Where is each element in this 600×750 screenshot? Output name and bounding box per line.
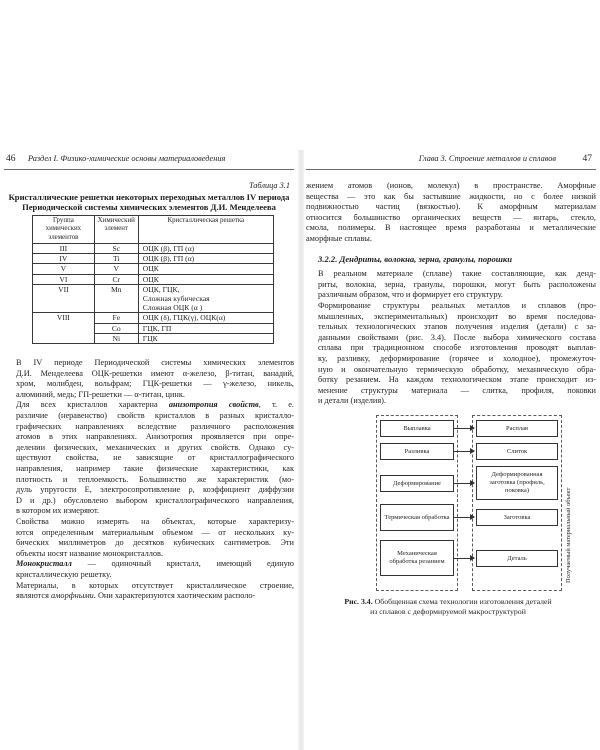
table-title-line: Кристаллические решетки некоторых переходных металлов IV периода [8,192,290,202]
paragraph [306,269,596,301]
table-row [33,284,274,313]
figure-caption-text: из сплавов с деформируемой макроструктурой [370,606,526,616]
arrow-right-icon [454,428,474,429]
table-cell-group: VI [33,274,95,284]
table-cell-group: VII [33,284,95,313]
table-cell-lattice [138,284,273,313]
table-cell-line: ОЦК, ГЦК, [142,284,180,294]
text-line: хром, молибден, вольфрам; ГЦК-решетки — γ-железо, никель, [16,379,294,389]
table-cell-group: V [33,264,95,274]
text-line: данными свойствами (рис. 3.4). После выбора химического состава [318,332,596,342]
text-line: В реальном материале (сплаве) такие составляющие, как денд- [318,269,596,279]
figure-caption-label: Рис. 3.4. [344,596,373,606]
left-body-text [4,358,294,602]
table-cell-line: ГЦК, ГП [142,323,172,333]
right-body-text [306,181,596,407]
text-line: вещества — это как бы застывшие жидкости, но с более низкой [306,191,596,201]
table-cell-lattice [138,333,273,343]
text-line: в котором их измеряют. [16,506,100,516]
table-cell-line: ОЦК (β), ГП (α) [142,244,195,254]
table-cell-line: ОЦК [142,274,159,284]
paragraph [4,581,294,602]
step-box: Механическая обработка резанием [380,540,454,576]
text-line: различным образом, что и формирует его структуру. [318,290,503,300]
paragraph [306,301,596,407]
table-cell-line: ГЦК [142,333,158,343]
table-row [33,313,274,323]
text-line: ную и окончательную термическую обработку, механическую обра- [318,364,596,374]
right-running-head [306,150,596,170]
right-running-title: Глава 3. Строение металлов и сплавов [418,154,556,163]
arrow-right-icon [454,483,474,484]
table-header-element: Химический элемент [94,215,138,243]
text-line: ются определенным материальным объемом — от нескольких ку- [16,527,294,537]
technology-flow-diagram [376,415,576,591]
text-line: тельных технологических этапов получения изделия (детали) с за- [318,322,596,332]
table-row [33,254,274,264]
table-header-row [33,215,274,243]
text-line: риты, волокна, зерна, гранулы, порошки, могут быть расположены [318,279,596,289]
text-line: ботку резанием. На каждом технологическом этапе происходит из- [318,375,596,385]
table-cell-element: Fe [94,313,138,323]
text-line: D и др.) обусловлено выбором кристаллографического направления, [16,495,294,505]
table-cell-line: ОЦК [142,264,159,274]
text-line: атомов в этих направлениях. Анизотропия проявляется при опре- [16,432,294,442]
step-box: Разливка [380,443,454,460]
text-line: смола, полимеры. В настоящее время разработаны и металлические [306,223,596,233]
table-cell-lattice [138,274,273,284]
table-cell-line: Сложная ОЦК (α ) [142,303,203,313]
text-line: жением атомов (ионов, молекул) в пространстве. Аморфные [306,181,596,190]
left-running-head [4,150,294,170]
table-row [33,274,274,284]
table-cell-element: Ni [94,333,138,343]
step-box: Деформирование [380,475,454,492]
left-page-number: 46 [6,154,16,164]
text-line: Материалы, в которых отсутствует кристаллическое строение, [16,580,294,590]
result-box: Заготовка [476,509,558,526]
lattice-table [32,215,274,344]
table-header-group: Группа химических элементов [33,215,95,243]
table-cell-lattice [138,313,273,323]
result-box: Деталь [476,550,558,567]
result-box: Расплав [476,420,558,437]
text-line: и детали (изделия). [318,396,387,406]
table-header-lattice: Кристаллическая решетка [138,215,273,243]
table-row [33,244,274,254]
table-caption: Таблица 3.1 [248,181,290,190]
result-box: Деформированная заготовка (профиль, поковка) [476,466,558,500]
text-line: алюминий, медь; ГП-решетки — α-титан, цинк. [16,389,185,399]
paragraph [4,358,294,400]
right-page-number: 47 [582,154,592,164]
paragraph [4,559,294,580]
figure-caption [306,597,596,617]
arrow-right-icon [454,451,474,452]
text-line: относится большинство органических веществ — янтарь, стекло, [306,212,596,222]
table-cell-element: Co [94,323,138,333]
table-title-line: Периодической системы химических элементов Д.И. Менделеева [22,202,276,213]
table-cell-element: Mn [94,284,138,313]
table-cell-element: Cr [94,274,138,284]
table-cell-line: Сложная кубическая [142,294,210,304]
text-line: Д.И. Менделеева ОЦК-решетки имеют α-железо, β-титан, ванадий, [16,368,294,378]
table-cell-lattice [138,323,273,333]
text-line: Свойства можно измерять на объектах, которые характеризу- [16,516,294,526]
table-cell-element: Sc [94,244,138,254]
text-line: подвижностью частиц (вязкостью). К аморфным материалам [306,202,596,212]
step-box: Выплавка [380,420,454,437]
text-line: мышленных, экспериментальных) происходит во время последова- [318,311,596,321]
text-line: направления, например такие физические характеристики, как [16,464,294,473]
text-line: дуль упругости E, электросопротивление ρ, коэффициент диффузии [16,485,294,495]
result-box: Слиток [476,443,558,460]
left-running-title: Раздел I. Физико-химические основы материаловедения [28,154,226,163]
text-line: являются аморфными. Они характеризуются хаотическим располо- [16,591,256,601]
text-line: В IV периоде Периодической системы химических элементов [16,358,294,368]
table-cell-line: ОЦК (β), ГП (α) [142,254,195,264]
text-line: аморфные сплавы. [306,233,372,243]
table-row [33,264,274,274]
section-subheading: 3.2.2. Дендриты, волокна, зерна, гранулы, порошки [318,253,513,264]
text-line: бических миллиметров до десятков кубических сантиметров. Эти [16,538,294,548]
table-cell-group: VIII [33,313,95,344]
text-line: Для всех кристаллов характерна анизотропия свойств, т. е. [16,400,294,410]
text-line: сплава при традиционном способе изготовления проводят выплав- [318,343,596,353]
right-page [306,150,596,616]
table-cell-group: III [33,244,95,254]
left-page [4,150,294,602]
text-line: кристаллическую решетку. [16,569,112,579]
book-gutter [298,150,304,750]
text-line: графических направлениях вследствие различного расположения [16,421,294,431]
arrow-right-icon [454,558,474,559]
diagram-side-label: Получаемый материальный объект [565,487,572,583]
table-cell-element: V [94,264,138,274]
text-line: Формирование структуры реальных металлов и сплавов (про- [318,300,596,310]
text-line: объекты носят название монокристаллов. [16,548,164,558]
table-cell-lattice [138,264,273,274]
table-body [33,244,274,344]
table-cell-element: Ti [94,254,138,264]
table-title [4,192,294,213]
text-line: делении физических, механических и других свойств. Однако су- [16,442,294,452]
text-line: ку, разливку, деформирование (горячее и холодное), промежуточ- [318,353,596,363]
table-cell-group: IV [33,254,95,264]
paragraph [4,517,294,559]
text-line: ществуют свойства, не зависящие от кристаллографического [16,453,294,463]
paragraph [306,181,596,245]
text-line: плотность и теплоемкость. Большинство же характеристик (мо- [16,474,294,484]
arrow-right-icon [454,517,474,518]
step-box: Термическая обработка [380,504,454,531]
text-line: различие (неравенство) свойств кристаллов в разных кристалло- [16,411,294,421]
text-line: менение структуры материала — слитка, профиля, поковки [318,385,596,395]
text-line: Монокристалл — одиночный кристалл, имеющий единую [16,559,294,569]
table-cell-lattice [138,244,273,254]
table-cell-line: ОЦК (δ), ГЦК(γ), ОЦК(α) [142,313,226,323]
paragraph [4,400,294,517]
figure-caption-text: Обобщенная схема технологии изготовления деталей [374,596,552,606]
table-cell-lattice [138,254,273,264]
